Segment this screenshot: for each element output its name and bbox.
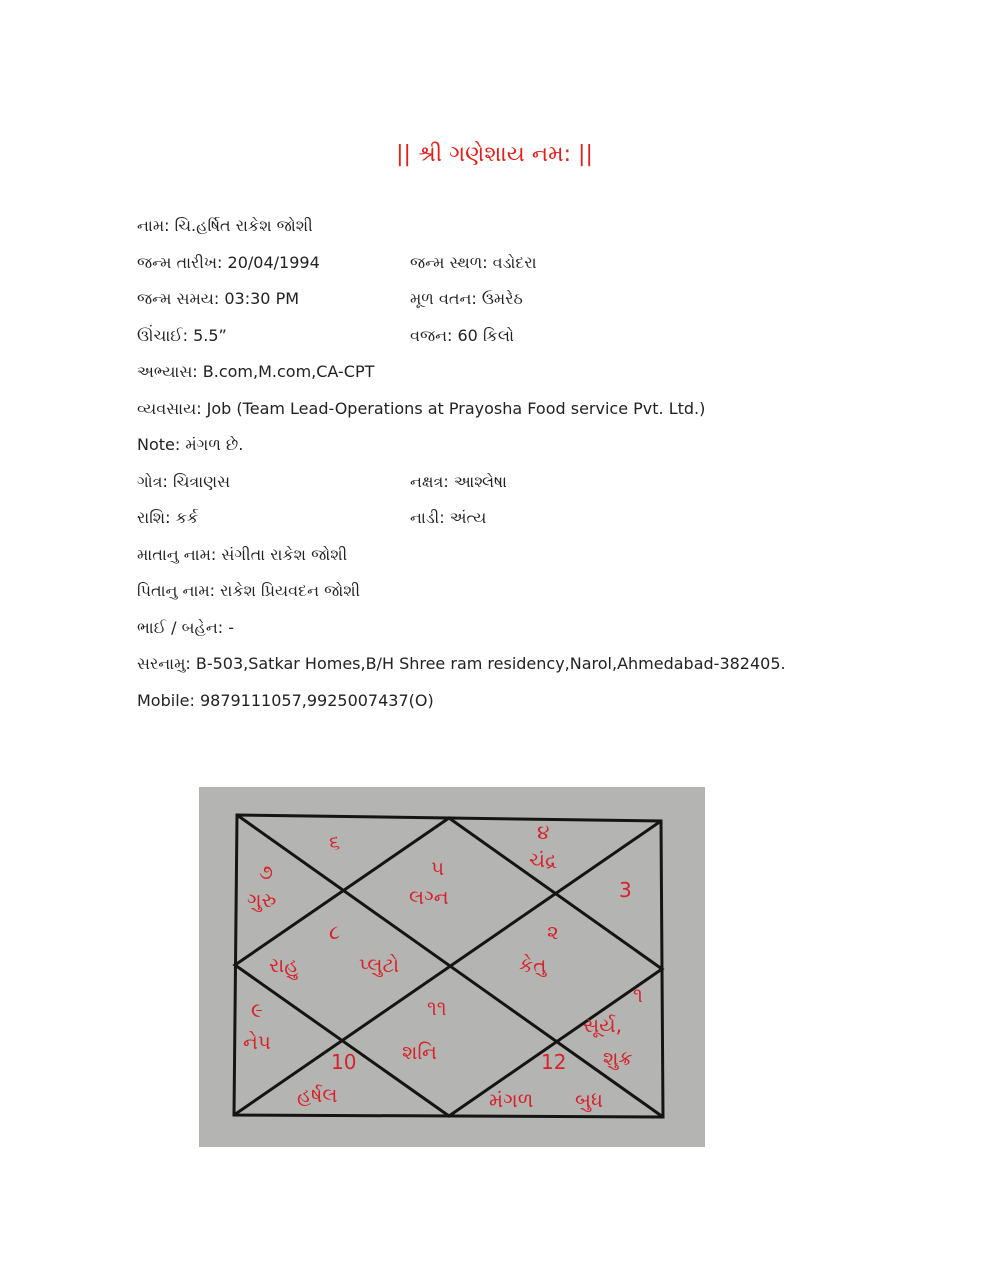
planet-pluto: પ્લુટો — [359, 953, 400, 977]
biodata-rashi: રાશિ: કર્ક — [137, 508, 199, 527]
house-number-bottom-right: 12 — [541, 1050, 567, 1074]
biodata-native-place: મૂળ વતન: ઉમરેઠ — [410, 289, 523, 308]
kundli-chart-photo — [199, 787, 705, 1147]
planet-nep: નેપ — [243, 1030, 271, 1054]
kundli-chart — [199, 787, 705, 1147]
planet-ketu: કેતુ — [519, 953, 547, 977]
house-number-center-top: ૫ — [431, 856, 445, 880]
biodata-siblings: ભાઈ / બહેન: - — [137, 618, 235, 637]
house-number-top-left: ૬ — [329, 830, 341, 854]
biodata-education: અભ્યાસ: B.com,M.com,CA-CPT — [137, 362, 375, 381]
planet-rahu: રાહુ — [269, 953, 299, 977]
house-number-right-center: ૨ — [547, 920, 559, 944]
house-number-right-lower: ૧ — [633, 983, 643, 1007]
house-number-right-top: 3 — [619, 878, 632, 902]
planet-shukra: શુક્ર — [603, 1046, 633, 1070]
biodata-address: સરનામુ: B-503,Satkar Homes,B/H Shree ram residency,Narol,Ahmedabad-382405. — [137, 654, 786, 673]
house-number-left-center: ૮ — [329, 920, 340, 944]
planet-surya: સૂર્ય, — [583, 1013, 622, 1037]
planet-chandra: ચંદ્ર — [529, 848, 557, 872]
biodata-gotra: ગોત્ર: ચિત્રાણસ — [137, 472, 231, 491]
biodata-father-name: પિતાનુ નામ: રાકેશ પ્રિયવદન જોશી — [137, 581, 361, 600]
page-header: || શ્રી ગણેશાય નમ: || — [396, 142, 593, 167]
biodata-height: ઊંચાઈ: 5.5” — [137, 326, 227, 345]
biodata-birth-time: જન્મ સમય: 03:30 PM — [137, 289, 300, 308]
house-number-bottom-left: 10 — [331, 1050, 357, 1074]
biodata-mobile: Mobile: 9879111057,9925007437(O) — [137, 691, 434, 710]
biodata-weight: વજન: 60 કિલો — [410, 326, 514, 345]
biodata-birth-date: જન્મ તારીખ: 20/04/1994 — [137, 253, 320, 272]
biodata-note: Note: મંગળ છે. — [137, 435, 244, 454]
house-number-left-lower: ૯ — [251, 998, 263, 1022]
planet-guru: ગુરુ — [247, 888, 277, 912]
biodata-name: નામ: ચિ.હર્ષિત રાકેશ જોશી — [137, 216, 313, 235]
planet-budh: બુધ — [575, 1088, 604, 1112]
house-number-top-right: ૪ — [537, 820, 550, 844]
biodata-mother-name: માતાનુ નામ: સંગીતા રાકેશ જોશી — [137, 545, 348, 564]
planet-shani: શનિ — [402, 1040, 437, 1064]
biodata-occupation: વ્યવસાય: Job (Team Lead-Operations at Prayosha Food service Pvt. Ltd.) — [137, 399, 706, 418]
planet-mangal: મંગળ — [489, 1088, 534, 1112]
planet-lagna: લગ્ન — [409, 885, 449, 909]
biodata-nakshatra: નક્ષત્ર: આશ્લેષા — [410, 472, 507, 491]
planet-harshal: હર્ષલ — [297, 1083, 338, 1107]
house-number-bottom-center: ૧૧ — [427, 996, 447, 1020]
biodata-nadi: નાડી: અંત્ય — [410, 508, 487, 527]
house-number-upper-left: ૭ — [259, 860, 273, 884]
biodata-birth-place: જન્મ સ્થળ: વડોદરા — [410, 253, 537, 272]
